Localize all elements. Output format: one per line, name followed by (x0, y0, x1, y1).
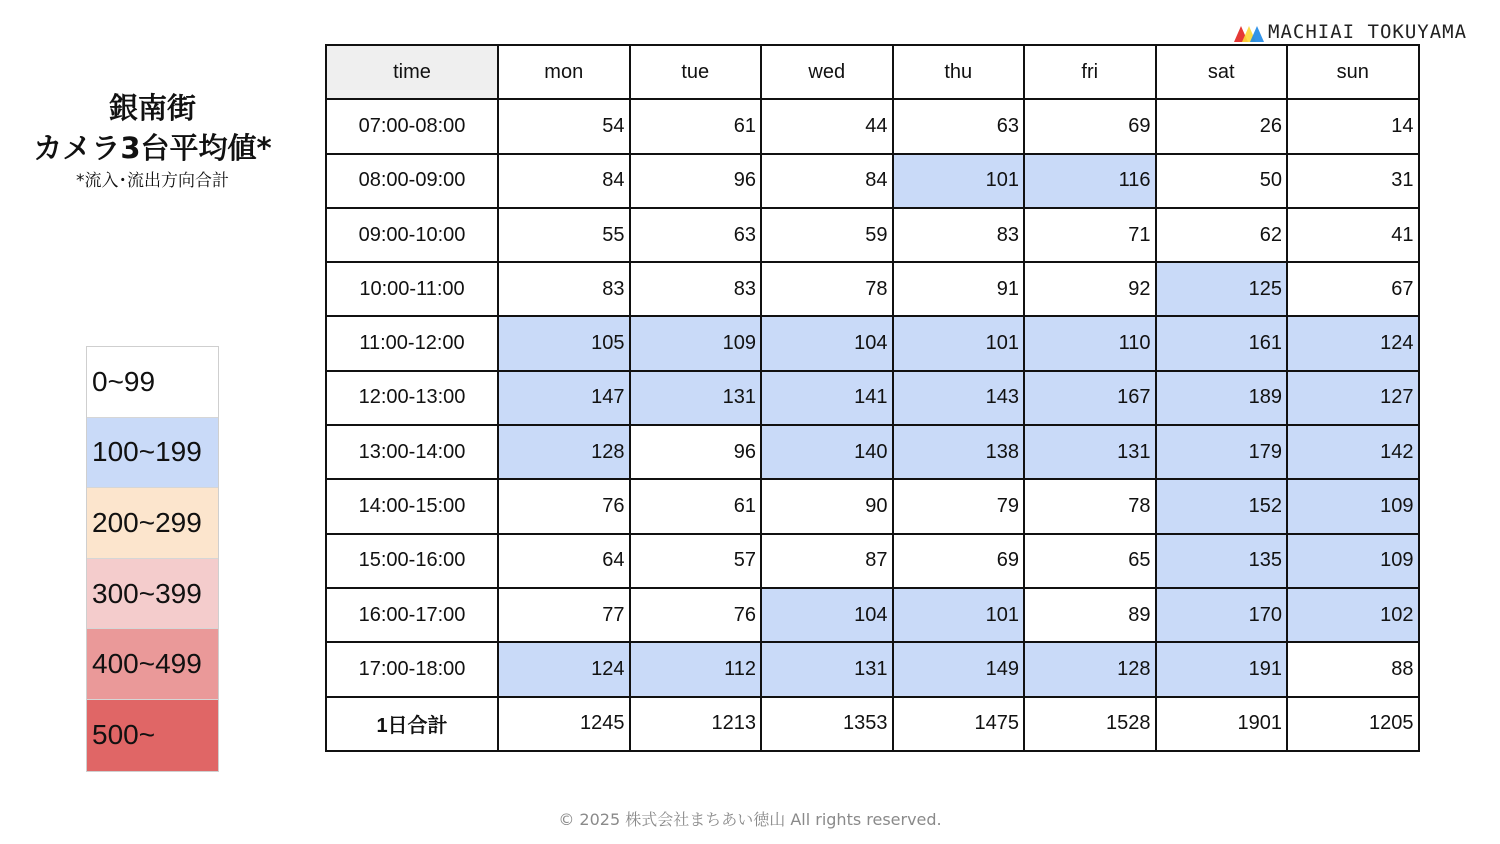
page-subtitle: カメラ3台平均値* (33, 131, 272, 165)
value-cell: 179 (1156, 425, 1288, 479)
value-cell: 77 (498, 588, 630, 642)
page-title: 銀南街 (108, 91, 196, 125)
value-cell: 131 (1024, 425, 1156, 479)
legend-item: 500~ (87, 700, 218, 771)
legend-item: 300~399 (87, 559, 218, 630)
value-cell: 96 (630, 425, 762, 479)
time-column-header: time (326, 45, 498, 99)
value-cell: 128 (498, 425, 630, 479)
value-cell: 83 (630, 262, 762, 316)
value-cell: 112 (630, 642, 762, 696)
value-cell: 110 (1024, 316, 1156, 370)
value-cell: 57 (630, 534, 762, 588)
total-label: 1日合計 (326, 697, 498, 751)
table-row (326, 99, 1419, 153)
value-cell: 76 (630, 588, 762, 642)
value-cell: 44 (761, 99, 893, 153)
legend-item: 0~99 (87, 347, 218, 418)
value-cell: 65 (1024, 534, 1156, 588)
value-cell: 104 (761, 316, 893, 370)
traffic-table (325, 44, 1420, 752)
value-cell: 69 (1024, 99, 1156, 153)
time-cell: 12:00-13:00 (326, 371, 498, 425)
value-cell: 78 (1024, 479, 1156, 533)
day-column-header: thu (893, 45, 1025, 99)
total-cell: 1528 (1024, 697, 1156, 751)
time-cell: 07:00-08:00 (326, 99, 498, 153)
table-row (326, 479, 1419, 533)
value-cell: 102 (1287, 588, 1419, 642)
value-cell: 92 (1024, 262, 1156, 316)
time-cell: 17:00-18:00 (326, 642, 498, 696)
table-row (326, 371, 1419, 425)
value-cell: 127 (1287, 371, 1419, 425)
time-cell: 09:00-10:00 (326, 208, 498, 262)
time-cell: 15:00-16:00 (326, 534, 498, 588)
value-cell: 63 (893, 99, 1025, 153)
value-cell: 125 (1156, 262, 1288, 316)
value-cell: 149 (893, 642, 1025, 696)
value-cell: 116 (1024, 154, 1156, 208)
value-cell: 152 (1156, 479, 1288, 533)
value-cell: 83 (498, 262, 630, 316)
total-cell: 1475 (893, 697, 1025, 751)
value-cell: 61 (630, 479, 762, 533)
legend-item: 200~299 (87, 488, 218, 559)
table-row (326, 425, 1419, 479)
time-cell: 14:00-15:00 (326, 479, 498, 533)
value-cell: 69 (893, 534, 1025, 588)
day-column-header: mon (498, 45, 630, 99)
day-column-header: tue (630, 45, 762, 99)
day-column-header: fri (1024, 45, 1156, 99)
title-footnote: *流入･流出方向合計 (76, 171, 229, 191)
table-row (326, 154, 1419, 208)
value-cell: 14 (1287, 99, 1419, 153)
value-cell: 161 (1156, 316, 1288, 370)
value-cell: 63 (630, 208, 762, 262)
day-column-header: wed (761, 45, 893, 99)
day-column-header: sun (1287, 45, 1419, 99)
value-cell: 135 (1156, 534, 1288, 588)
value-cell: 67 (1287, 262, 1419, 316)
value-cell: 167 (1024, 371, 1156, 425)
value-cell: 90 (761, 479, 893, 533)
value-cell: 101 (893, 316, 1025, 370)
value-cell: 109 (1287, 479, 1419, 533)
value-cell: 124 (1287, 316, 1419, 370)
value-cell: 88 (1287, 642, 1419, 696)
value-cell: 71 (1024, 208, 1156, 262)
value-cell: 50 (1156, 154, 1288, 208)
value-cell: 59 (761, 208, 893, 262)
value-cell: 101 (893, 154, 1025, 208)
time-cell: 11:00-12:00 (326, 316, 498, 370)
value-cell: 140 (761, 425, 893, 479)
legend-item: 400~499 (87, 629, 218, 700)
title-block (20, 88, 285, 194)
value-cell: 26 (1156, 99, 1288, 153)
value-cell: 109 (1287, 534, 1419, 588)
time-cell: 08:00-09:00 (326, 154, 498, 208)
table-row (326, 208, 1419, 262)
value-cell: 41 (1287, 208, 1419, 262)
value-cell: 142 (1287, 425, 1419, 479)
value-cell: 128 (1024, 642, 1156, 696)
legend-item: 100~199 (87, 418, 218, 489)
value-cell: 62 (1156, 208, 1288, 262)
total-cell: 1205 (1287, 697, 1419, 751)
value-cell: 143 (893, 371, 1025, 425)
value-cell: 131 (761, 642, 893, 696)
table-row (326, 642, 1419, 696)
value-cell: 83 (893, 208, 1025, 262)
value-cell: 87 (761, 534, 893, 588)
value-cell: 101 (893, 588, 1025, 642)
value-cell: 31 (1287, 154, 1419, 208)
value-cell: 84 (498, 154, 630, 208)
value-cell: 89 (1024, 588, 1156, 642)
value-cell: 191 (1156, 642, 1288, 696)
table-header-row (326, 45, 1419, 99)
value-cell: 64 (498, 534, 630, 588)
time-cell: 13:00-14:00 (326, 425, 498, 479)
total-row (326, 697, 1419, 751)
value-cell: 131 (630, 371, 762, 425)
value-cell: 54 (498, 99, 630, 153)
value-cell: 78 (761, 262, 893, 316)
value-cell: 96 (630, 154, 762, 208)
color-legend (86, 346, 219, 772)
table-row (326, 316, 1419, 370)
table-row (326, 588, 1419, 642)
value-cell: 138 (893, 425, 1025, 479)
machiai-logo-icon (1234, 22, 1264, 42)
value-cell: 79 (893, 479, 1025, 533)
value-cell: 91 (893, 262, 1025, 316)
value-cell: 84 (761, 154, 893, 208)
total-cell: 1901 (1156, 697, 1288, 751)
logo (1234, 20, 1467, 44)
value-cell: 76 (498, 479, 630, 533)
logo-text: MACHIAI TOKUYAMA (1268, 21, 1468, 43)
time-cell: 10:00-11:00 (326, 262, 498, 316)
value-cell: 147 (498, 371, 630, 425)
table-row (326, 262, 1419, 316)
value-cell: 104 (761, 588, 893, 642)
value-cell: 141 (761, 371, 893, 425)
time-cell: 16:00-17:00 (326, 588, 498, 642)
value-cell: 189 (1156, 371, 1288, 425)
total-cell: 1353 (761, 697, 893, 751)
day-column-header: sat (1156, 45, 1288, 99)
value-cell: 55 (498, 208, 630, 262)
value-cell: 105 (498, 316, 630, 370)
total-cell: 1213 (630, 697, 762, 751)
value-cell: 61 (630, 99, 762, 153)
table-row (326, 534, 1419, 588)
total-cell: 1245 (498, 697, 630, 751)
value-cell: 109 (630, 316, 762, 370)
value-cell: 124 (498, 642, 630, 696)
value-cell: 170 (1156, 588, 1288, 642)
copyright: © 2025 株式会社まちあい徳山 All rights reserved. (558, 810, 942, 829)
